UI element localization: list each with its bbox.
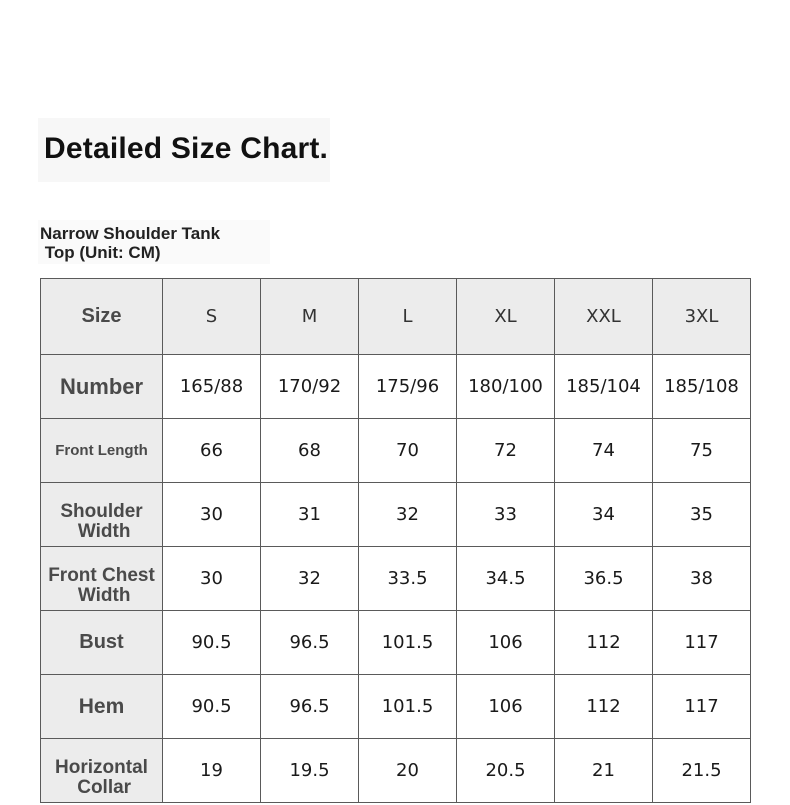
size-header-xxl: XXL bbox=[555, 279, 653, 355]
page-title: Detailed Size Chart. bbox=[44, 132, 329, 165]
size-header-label: Size bbox=[41, 279, 163, 355]
table-cell: 35 bbox=[653, 483, 751, 547]
row-label-bust: Bust bbox=[41, 611, 163, 675]
size-header-3xl: 3XL bbox=[653, 279, 751, 355]
product-subtitle: Narrow Shoulder Tank Top (Unit: CM) bbox=[40, 224, 221, 262]
table-cell: 112 bbox=[555, 611, 653, 675]
table-cell: 66 bbox=[163, 419, 261, 483]
table-row-hem bbox=[41, 675, 751, 739]
table-cell: 72 bbox=[457, 419, 555, 483]
table-cell: 96.5 bbox=[261, 611, 359, 675]
table-cell: 185/104 bbox=[555, 355, 653, 419]
row-label-front-length: Front Length bbox=[41, 419, 163, 483]
table-cell: 74 bbox=[555, 419, 653, 483]
row-label-hem: Hem bbox=[41, 675, 163, 739]
table-cell: 106 bbox=[457, 675, 555, 739]
size-header-l: L bbox=[359, 279, 457, 355]
table-cell: 36.5 bbox=[555, 547, 653, 611]
table-cell: 32 bbox=[359, 483, 457, 547]
table-cell: 101.5 bbox=[359, 611, 457, 675]
table-cell: 117 bbox=[653, 675, 751, 739]
table-cell: 96.5 bbox=[261, 675, 359, 739]
table-cell: 21.5 bbox=[653, 739, 751, 803]
size-chart-table bbox=[40, 278, 751, 803]
row-label-front-chest-width: Front Chest Width bbox=[41, 547, 163, 611]
title-banner bbox=[38, 118, 330, 182]
table-row-front-length bbox=[41, 419, 751, 483]
table-cell: 33.5 bbox=[359, 547, 457, 611]
table-cell: 21 bbox=[555, 739, 653, 803]
size-header-s: S bbox=[163, 279, 261, 355]
table-cell: 33 bbox=[457, 483, 555, 547]
table-cell: 19.5 bbox=[261, 739, 359, 803]
table-cell: 34 bbox=[555, 483, 653, 547]
table-cell: 117 bbox=[653, 611, 751, 675]
table-cell: 106 bbox=[457, 611, 555, 675]
row-label-number: Number bbox=[41, 355, 163, 419]
table-row-number bbox=[41, 355, 751, 419]
table-cell: 112 bbox=[555, 675, 653, 739]
table-cell: 90.5 bbox=[163, 611, 261, 675]
table-cell: 165/88 bbox=[163, 355, 261, 419]
table-cell: 34.5 bbox=[457, 547, 555, 611]
size-header-xl: XL bbox=[457, 279, 555, 355]
row-label-shoulder-width: Shoulder Width bbox=[41, 483, 163, 547]
table-cell: 180/100 bbox=[457, 355, 555, 419]
table-cell: 90.5 bbox=[163, 675, 261, 739]
table-cell: 175/96 bbox=[359, 355, 457, 419]
table-cell: 170/92 bbox=[261, 355, 359, 419]
table-cell: 20 bbox=[359, 739, 457, 803]
table-row-front-chest-width bbox=[41, 547, 751, 611]
subtitle-block bbox=[38, 220, 270, 264]
row-label-horizontal-collar: Horizontal Collar bbox=[41, 739, 163, 803]
table-cell: 68 bbox=[261, 419, 359, 483]
table-cell: 32 bbox=[261, 547, 359, 611]
table-row-horizontal-collar bbox=[41, 739, 751, 803]
table-cell: 31 bbox=[261, 483, 359, 547]
table-cell: 75 bbox=[653, 419, 751, 483]
table-cell: 30 bbox=[163, 483, 261, 547]
table-row-shoulder-width bbox=[41, 483, 751, 547]
table-row-bust bbox=[41, 611, 751, 675]
table-header-row bbox=[41, 279, 751, 355]
table-cell: 20.5 bbox=[457, 739, 555, 803]
table-cell: 19 bbox=[163, 739, 261, 803]
table-cell: 30 bbox=[163, 547, 261, 611]
table-cell: 101.5 bbox=[359, 675, 457, 739]
table-cell: 38 bbox=[653, 547, 751, 611]
table-cell: 70 bbox=[359, 419, 457, 483]
size-header-m: M bbox=[261, 279, 359, 355]
table-cell: 185/108 bbox=[653, 355, 751, 419]
